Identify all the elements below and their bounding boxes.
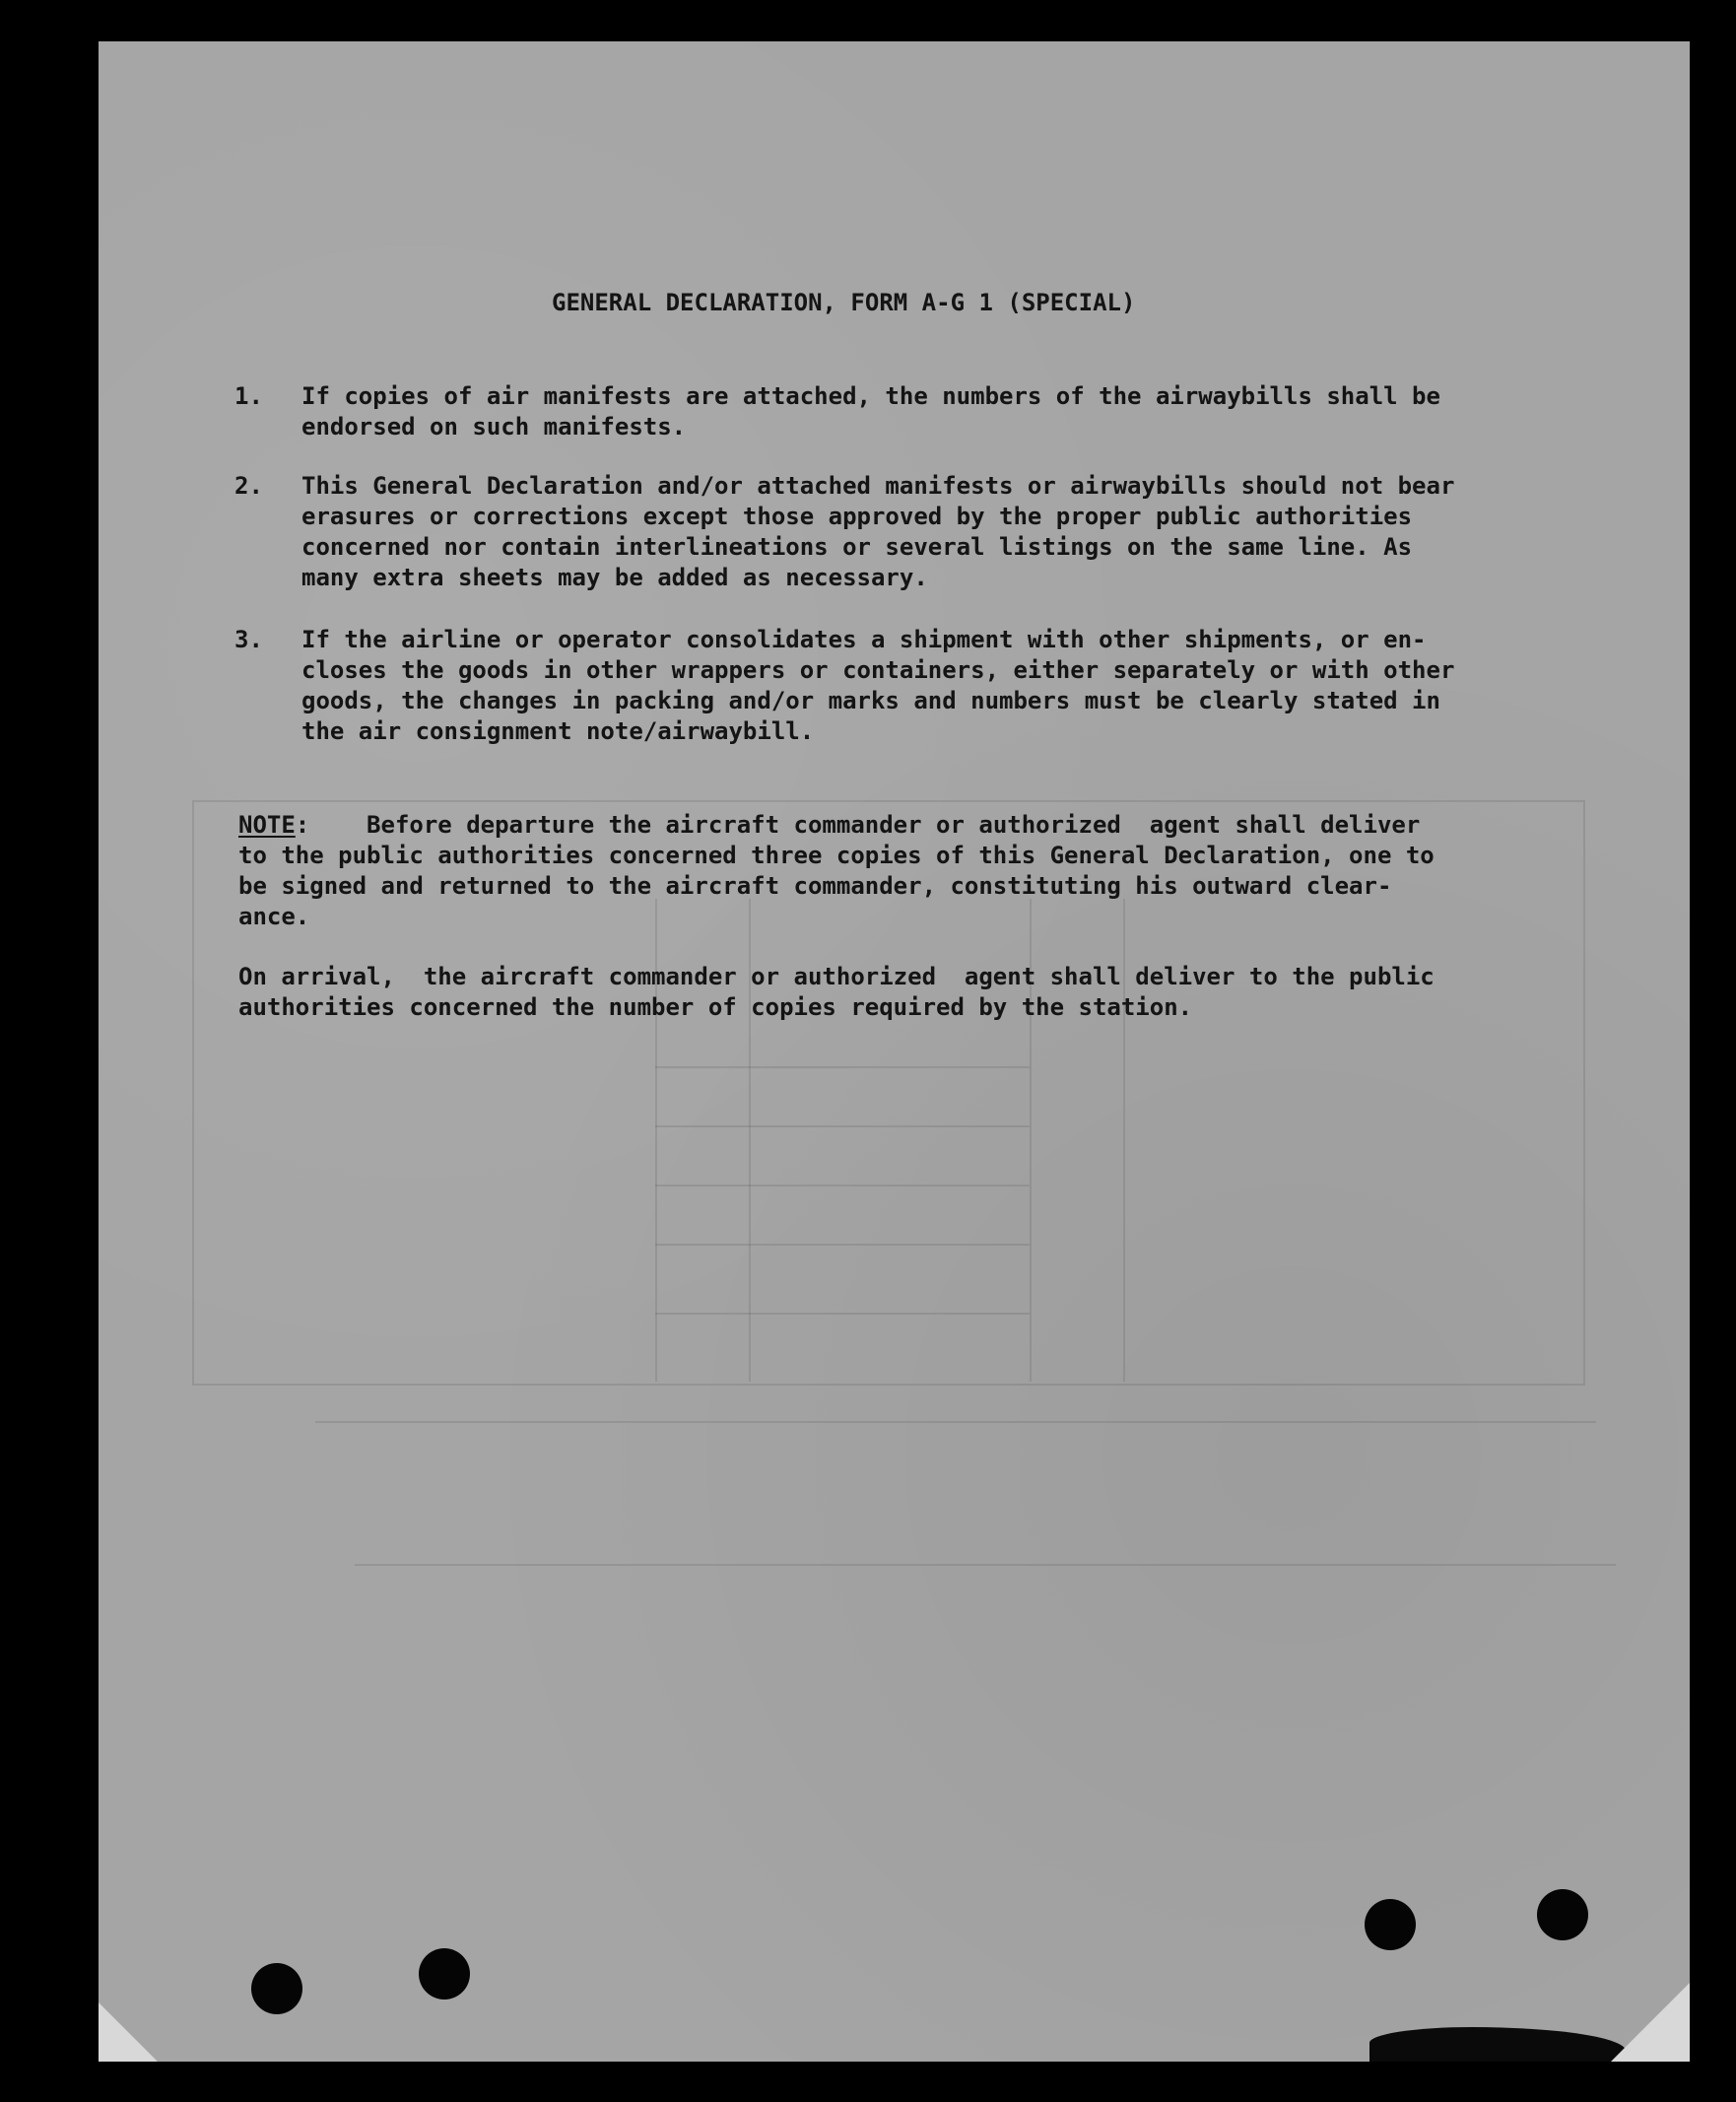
item-number: 1.: [234, 382, 263, 410]
bleed-through-rule: [655, 1313, 1030, 1315]
note-label: NOTE: [238, 811, 296, 839]
corner-fold: [1611, 1983, 1690, 2062]
item-text-line: closes the goods in other wrappers or containers, either separately or with other: [301, 656, 1455, 684]
document-page: [99, 41, 1690, 2062]
item-text-line: goods, the changes in packing and/or marks and numbers must be clearly stated in: [301, 687, 1440, 714]
note-colon: :: [295, 811, 310, 839]
punch-hole: [419, 1948, 470, 2000]
item-number: 3.: [234, 626, 263, 653]
arrival-text-line: authorities concerned the number of copies required by the station.: [238, 993, 1193, 1021]
item-text-line: concerned nor contain interlineations or several listings on the same line. As: [301, 533, 1413, 561]
item-text-line: endorsed on such manifests.: [301, 413, 687, 441]
item-text-line: This General Declaration and/or attached manifests or airwaybills should not bear: [301, 472, 1455, 500]
note-text-line: be signed and returned to the aircraft commander, constituting his outward clear-: [238, 872, 1392, 900]
bleed-through-rule: [655, 1244, 1030, 1246]
punch-hole: [251, 1963, 302, 2014]
item-text-line: If the airline or operator consolidates a shipment with other shipments, or en-: [301, 626, 1427, 653]
note-text-line: to the public authorities concerned three copies of this General Declaration, one to: [238, 842, 1435, 869]
item-number: 2.: [234, 472, 263, 500]
bleed-through-rule: [655, 1125, 1030, 1127]
punch-hole: [1537, 1889, 1588, 1940]
torn-edge-mark: [1369, 2027, 1626, 2062]
bleed-through-rule: [355, 1564, 1616, 1566]
arrival-text-line: On arrival, the aircraft commander or authorized agent shall deliver to the public: [238, 963, 1435, 990]
corner-fold: [99, 2002, 158, 2062]
bleed-through-rule: [315, 1421, 1596, 1423]
item-text-line: many extra sheets may be added as necessary.: [301, 564, 928, 591]
punch-hole: [1365, 1899, 1416, 1950]
note-first-line: [238, 810, 1420, 841]
note-text-line: ance.: [238, 903, 310, 930]
item-text-line: If copies of air manifests are attached, the numbers of the airwaybills shall be: [301, 382, 1440, 410]
bleed-through-rule: [655, 1185, 1030, 1187]
item-text-line: erasures or corrections except those approved by the proper public authorities: [301, 503, 1413, 530]
document-title: GENERAL DECLARATION, FORM A-G 1 (SPECIAL): [552, 289, 1136, 316]
note-first-line-text: Before departure the aircraft commander or authorized agent shall deliver: [309, 811, 1421, 839]
item-text-line: the air consignment note/airwaybill.: [301, 717, 815, 745]
bleed-through-rule: [655, 1066, 1030, 1068]
